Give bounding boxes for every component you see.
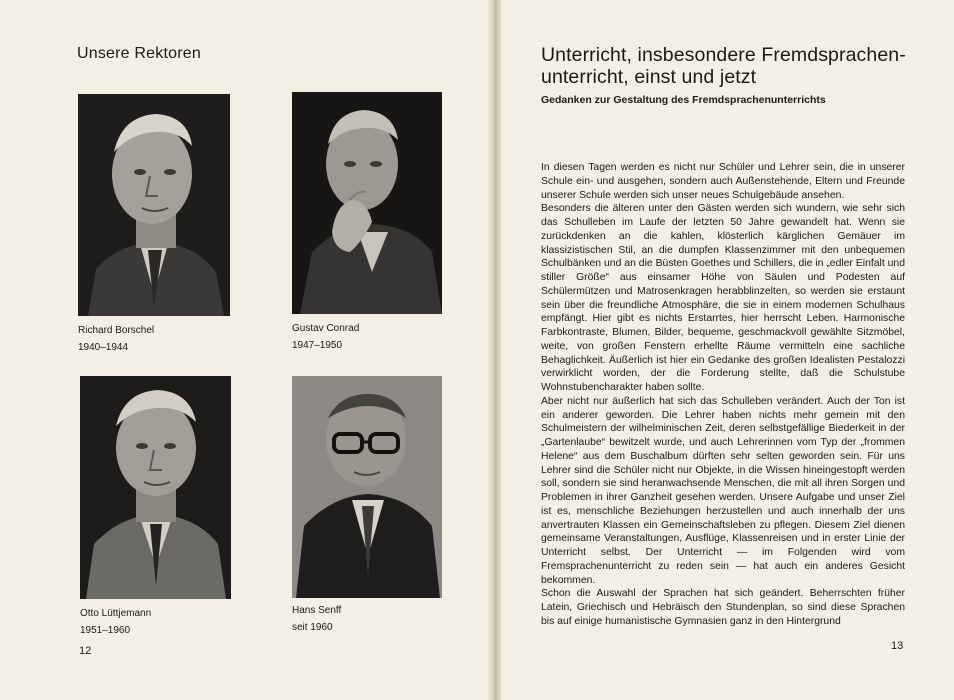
article-subtitle: Gedanken zur Gestaltung des Fremdsprachenunterrichts [541,94,826,106]
article-title [541,44,906,88]
rector-name: Otto Lüttjemann [80,608,152,619]
left-page-heading: Unsere Rektoren [77,45,201,62]
rector-caption [292,320,359,354]
rector-years: 1951–1960 [80,625,131,636]
body-paragraph: Schon die Auswahl der Sprachen hat sich geändert. Beherrschten früher Latein, Griechisch und Hebräisch den Stundenplan, so sind diese Sprachen bis auf einige humanistische Gymnasien ganz in den Hintergrund [541,588,905,627]
page-number-left: 12 [79,645,92,657]
body-paragraph: Aber nicht nur äußerlich hat sich das Schulleben verändert. Auch der Ton ist ein anderer geworden. Die Lehrer haben nichts mehr gemein mit den Schulmeistern der wilhelminischen Zeit, deren selbstgefällige Biederkeit in der „Gartenlaube“ bewitzelt wurde, und auch Lehrerinnen vom Typ der „frommen Helene“ aus dem Buschalbum dürften sehr selten geworden sein. Für uns Lehrer sind die Schüler nicht nur Objekte, in die Wissen hineingestopft werden soll, sondern sie sind heranwachsende Menschen, die mit all ihren Sorgen und Problemen in ihrer Ganzheit gesehen werden. Unsere Aufgabe und unser Ziel ist es, menschliche Beziehungen herzustellen und auch innerhalb der uns anvertrauten Klassen ein Gemeinschaftsleben zu pflegen. Diesem Ziel dienen gemeinsame Veranstaltungen, Ausflüge, Klassenreisen und in erster Linie der Unterricht selbst. Der Unterricht — im Folgenden wird vom Fremsprachenunterricht zu reden sein — hat auch ein anderes Gesicht bekommen. [541,395,905,586]
rector-name: Hans Senff [292,605,342,616]
body-paragraph: In diesen Tagen werden es nicht nur Schüler und Lehrer sein, die in unserer Schule ein- und ausgehen, sondern auch Außenstehende, Eltern und Freunde unserer Schule werden sich unser neues Schulgebäude ansehen. [541,162,905,201]
rector-caption [78,322,154,356]
rector-name: Richard Borschel [78,325,155,336]
article-title-line: Unterricht, insbesondere Fremdsprachen- [541,44,906,66]
portrait-photo-borschel [78,94,230,316]
rector-years: seit 1960 [292,622,333,633]
page-number-right: 13 [891,640,904,652]
book-gutter [487,0,501,700]
rector-name: Gustav Conrad [292,323,360,334]
article-body [541,161,905,629]
rector-caption [80,605,151,639]
portrait-photo-luettjemann [80,376,231,599]
body-paragraph: Besonders die älteren unter den Gästen werden sich wundern, wie sehr sich das Schulleben im Laufe der letzten 50 Jahre gewandelt hat. Wenn sie zurückdenken an die kahlen, klösterlich kärglichen Gemäuer im klassizistischen Stil, an die dumpfen Klassenzimmer mit den unbequemen Schulbänken und an die Büsten Goethes und Schillers, die in „edler Einfalt und stiller Größe“ aus einsamer Höhe von Säulen und Podesten auf Schülermützen und Matrosenkragen herabblinzelten, so werden sie erstaunt sein über die freundliche Atmosphäre, die sie in einem modernen Schulhaus empfängt. Hier gibt es nichts Erstarrtes, hier herrscht Leben. Harmonische Farbkontraste, Blumen, Bilder, bequeme, geschmackvoll gewählte Sitzmöbel, weite, von großen Fenstern erhellte Räume vermitteln eine sachliche Behaglichkeit. Äußerlich ist hier ein Gedanke des großen Idealisten Pestalozzi verwirklicht worden, der die Forderung stellte, daß die Schulstube Wohnstubencharakter haben sollte. [541,203,905,393]
portrait-photo-conrad [292,92,442,314]
rector-caption [292,602,341,636]
rector-years: 1940–1944 [78,342,129,353]
rector-years: 1947–1950 [292,340,343,351]
portrait-photo-senff [292,376,442,598]
article-title-line: unterricht, einst und jetzt [541,66,757,88]
